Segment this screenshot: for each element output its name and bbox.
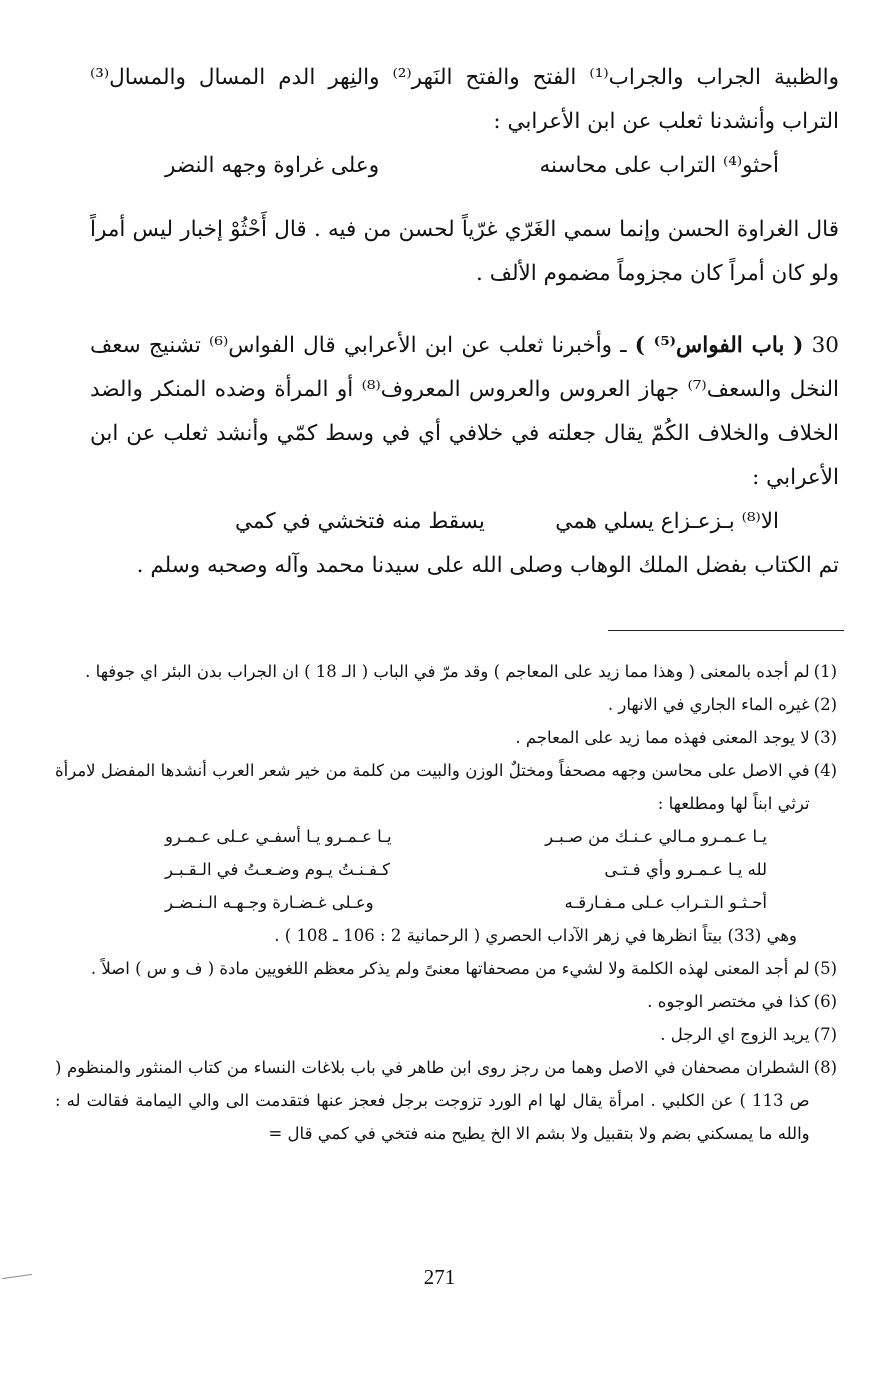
page-number: 271 [423, 1265, 456, 1289]
footnote: (3) لا يوجد المعنى فهذه مما زيد على المعاجم . [515, 728, 837, 747]
paragraph-3 [90, 324, 839, 500]
section-number: 30 [811, 333, 839, 358]
colophon: تم الكتاب بفضل الملك الوهاب وصلى الله على سيدنا محمد وآله وصحبه وسلم . [136, 553, 839, 578]
footnote-separator [608, 630, 844, 631]
footnote-verse: يـا عـمـرو مـالي عـنـك من صـبـر يـا عـمـرو يـا أسفـي عـلى عـمـرو [165, 827, 767, 846]
verse-1-left-hemistich: وعلى غراوة وجهه النضر [165, 153, 380, 178]
main-text [90, 56, 839, 588]
verse-1 [90, 144, 839, 188]
verse-2 [90, 500, 839, 544]
footnote-verse: أحـثـو الـتـراب عـلى مـفـارقـه وعـلى غـضـارة وجـهـه الـنـضـر [165, 893, 767, 912]
section-text: ـ وأخبرنا ثعلب عن ابن الأعرابي قال الفواس⁽⁶⁾ تشنيج سعف النخل والسعف⁽⁷⁾ جهاز العروس والعروس المعروف⁽⁸⁾ أو المرأة وضده المنكر والضد الخلاف والخلاف الكُمّ يقال جعلته في خلافي أي في وسط كمّي وأنشد ثعلب عن ابن الأعرابي : [90, 333, 839, 490]
footnote: (4) في الاصل على محاسن وجهه مصحفاً ومختلٌ الوزن والبيت من كلمة من خير شعر العرب أنشدها المفضل لامرأة ترثي ابناً لها ومطلعها : [55, 761, 837, 813]
footnote: (1) لم أجده بالمعنى ( وهذا مما زيد على المعاجم ) وقد مرّ في الباب ( الـ 18 ) ان الجراب بدن البئر اي جوفها . [85, 662, 837, 681]
footnote-verse: لله يـا عـمـرو وأي فـتـى كـفـنـتُ يـوم وضـعـتُ في الـقـبـر [165, 860, 767, 879]
footnote-4-end: وهي (33) بيتاً انظرها في زهر الآداب الحصري ( الرحمانية 2 : 106 ـ 108 ) . [274, 926, 797, 945]
verse-2-left-hemistich: يسقط منه فتخشي في كمي [235, 509, 485, 534]
section-heading: ( باب الفواس⁽⁵⁾ ) [634, 333, 804, 358]
footnote: (2) غيره الماء الجاري في الانهار . [607, 695, 837, 714]
paragraph-1: والظبية الجراب والجراب⁽¹⁾ الفتح والفتح النَهر⁽²⁾ والنِهر الدم المسال والمسال⁽³⁾ التراب وأنشدنا ثعلب عن ابن الأعرابي : [90, 65, 839, 134]
verse-1-right-hemistich: أحثو⁽⁴⁾ التراب على محاسنه [539, 153, 779, 178]
footnote: (6) كذا في مختصر الوجوه . [647, 992, 837, 1011]
verse-2-right-hemistich: الا⁽⁸⁾ بـزعـزاع يسلي همي [555, 509, 779, 534]
footnote: (7) يريد الزوج اي الرجل . [660, 1025, 837, 1044]
paragraph-2: قال الغراوة الحسن وإنما سمي الغَرّي غرّياً لحسن من فيه . قال أَحْثُوْ إخبار ليس أمراً ولو كان أمراً كان مجزوماً مضموم الألف . [90, 217, 839, 286]
footnote: (8) الشطران مصحفان في الاصل وهما من رجز روى ابن طاهر في باب بلاغات النساء من كتاب المنثور والمنظوم ( ص 113 ) عن الكلبي . امرأة يقال لها ام الورد تزوجت برجل فعجز عنها فتقدمت الى والي اليمامة فقالت له : والله ما يمسكني بضم ولا بتقبيل ولا بشم الا الخ يطيح منه فتخي في كمي قال = [55, 1058, 837, 1143]
footnote: (5) لم أجد المعنى لهذه الكلمة ولا لشيء من مصحفاتها معنىً ولم يذكر معظم اللغويين مادة ( ف و س ) اصلاً . [90, 959, 837, 978]
footnotes [55, 655, 837, 1150]
